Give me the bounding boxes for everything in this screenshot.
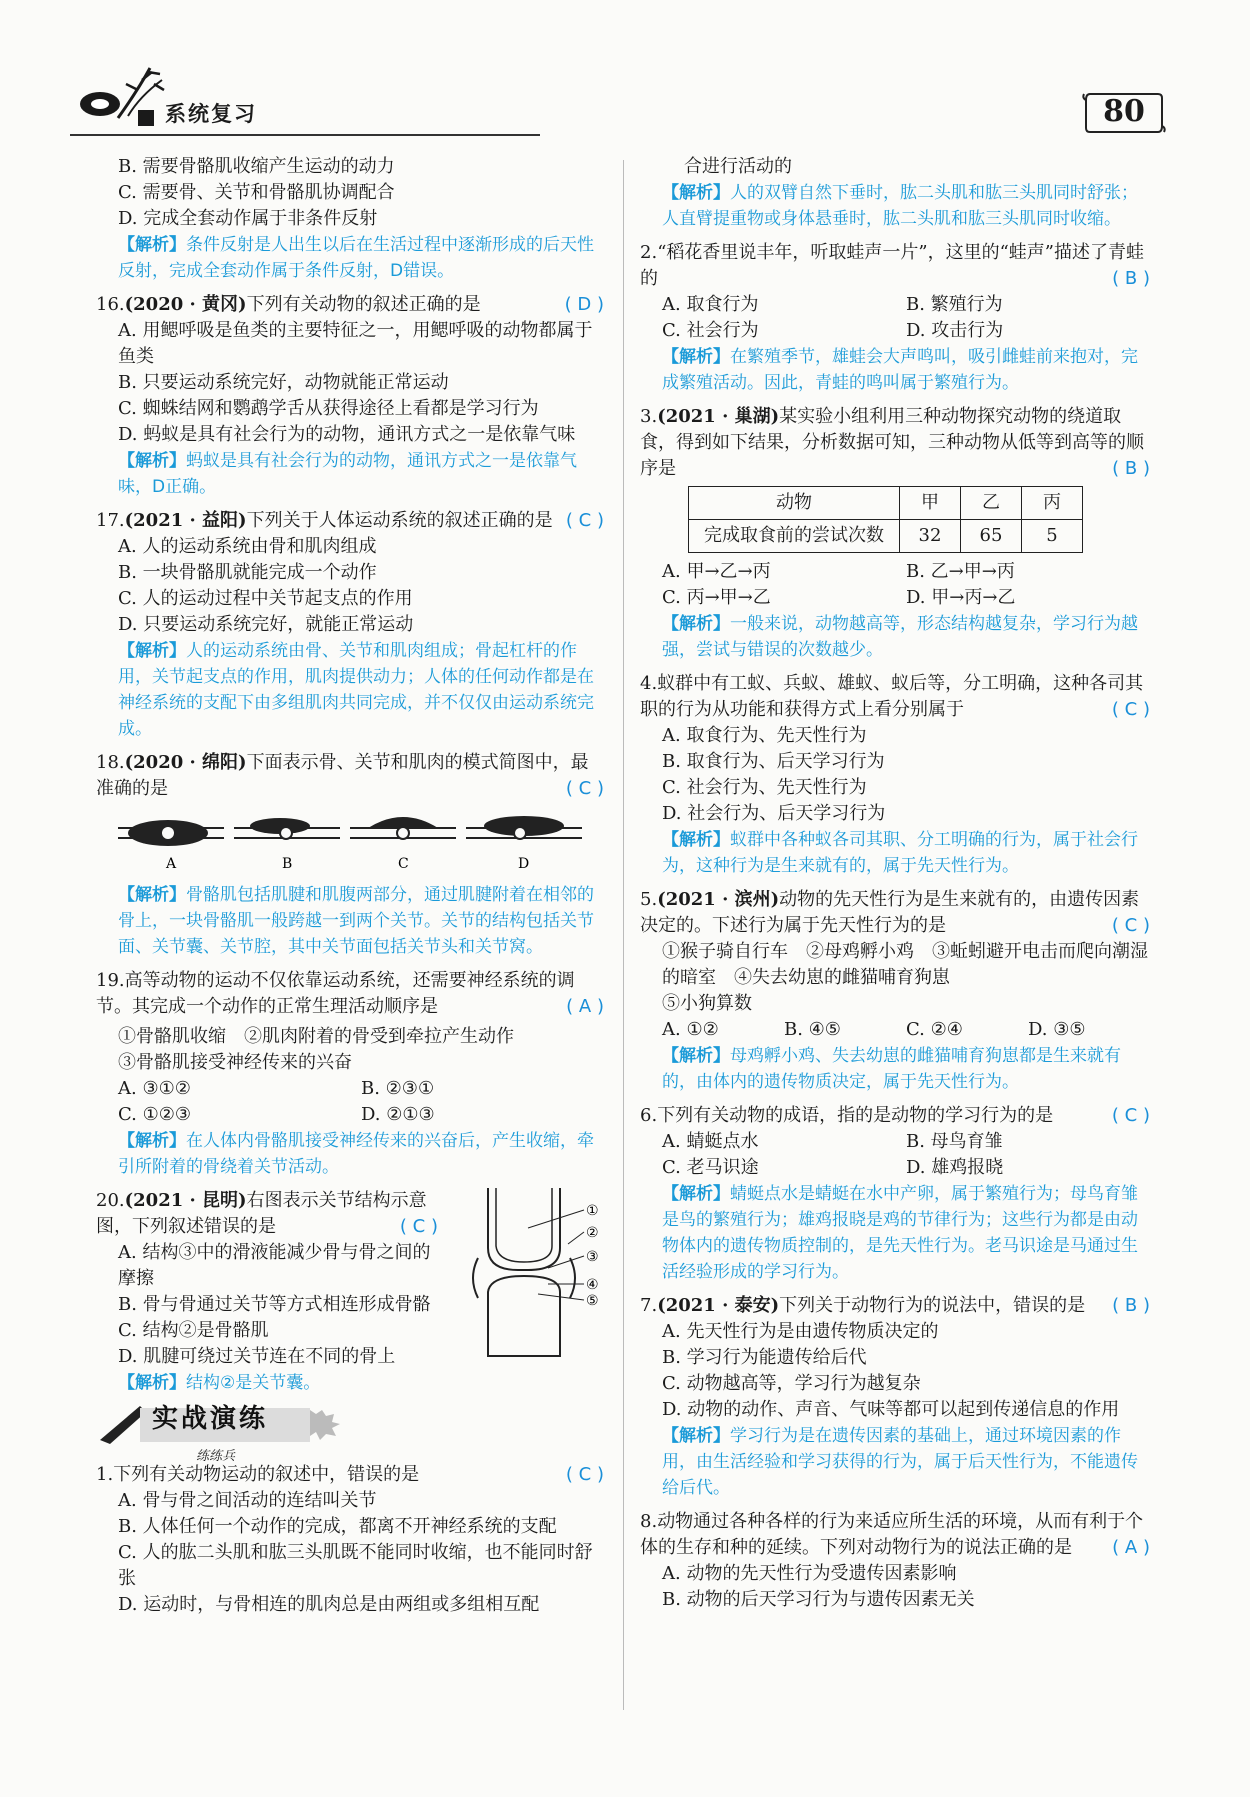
option: C. 社会行为、先天性行为 <box>662 777 867 798</box>
table-cell: 5 <box>1022 520 1083 553</box>
option-row <box>662 1155 1150 1181</box>
figure-label: B <box>282 856 293 872</box>
figure-label: C <box>398 856 409 872</box>
figure-label: A <box>166 856 177 872</box>
option-continued: 合进行活动的 <box>684 156 792 177</box>
table-row <box>689 520 1083 553</box>
option: A. 人的运动系统由骨和肌肉组成 <box>118 536 377 557</box>
figure-label: ④ <box>586 1277 599 1293</box>
option: C. 老马识途 <box>662 1157 759 1178</box>
option: A. 甲→乙→丙 <box>662 561 771 582</box>
practice-question-3 <box>640 404 1150 663</box>
statement-item: ①骨骼肌收缩 ②肌肉附着的骨受到牵拉产生动作 <box>118 1026 514 1047</box>
option: A. 动物的先天性行为受遗传因素影响 <box>662 1563 957 1584</box>
explanation: 【解析】蜻蜓点水是蜻蜓在水中产卵，属于繁殖行为；母鸟育雏是鸟的繁殖行为；雄鸡报晓是鸡的节律行为；这些行为都是由动物体内的遗传物质控制的，是先天性行为。老马识途是马通过生活经验形成的学习行为。 <box>662 1184 1138 1282</box>
answer-badge: ( B ) <box>1112 458 1150 479</box>
option: D. 甲→丙→乙 <box>906 587 1016 608</box>
table-cell: 动物 <box>689 487 900 520</box>
option: D. 动物的动作、声音、气味等都可以起到传递信息的作用 <box>662 1399 1120 1420</box>
option: A. 先天性行为是由遗传物质决定的 <box>662 1321 939 1342</box>
explanation: 【解析】学习行为是在遗传因素的基础上，通过环境因素的作用，由生活经验和学习获得的行为，属于后天性行为，不能遗传给后代。 <box>662 1426 1138 1498</box>
option-row <box>118 1102 604 1128</box>
option: D. 肌腱可绕过关节连在不同的骨上 <box>118 1346 396 1367</box>
question-16 <box>96 292 604 500</box>
figure-label: D <box>518 856 530 872</box>
header-rule <box>70 134 540 136</box>
question-stem: 17.(2021 · 益阳)下列关于人体运动系统的叙述正确的是 ( C ) <box>96 508 604 534</box>
question-15-continued <box>118 154 604 284</box>
option: B. 乙→甲→丙 <box>906 561 1015 582</box>
option: A. ③①② <box>118 1078 191 1099</box>
page-header <box>0 0 1250 140</box>
option: A. 用鳃呼吸是鱼类的主要特征之一，用鳃呼吸的动物都属于鱼类 <box>118 320 593 367</box>
question-stem: 1.下列有关动物运动的叙述中，错误的是 ( C ) <box>96 1462 604 1488</box>
practice-question-1-continued <box>662 154 1150 232</box>
option: B. ②③① <box>361 1078 435 1099</box>
option: D. 社会行为、后天学习行为 <box>662 803 886 824</box>
option: D. 完成全套动作属于非条件反射 <box>118 208 378 229</box>
question-stem: 20.(2021 · 昆明)右图表示关节结构示意图，下列叙述错误的是 ( C ) <box>96 1188 438 1240</box>
answer-badge: ( C ) <box>1111 699 1150 720</box>
header-title: 系统复习 <box>165 101 257 126</box>
option-row <box>118 1076 604 1102</box>
figure-option-c <box>350 817 456 839</box>
option: C. 结构②是骨骼肌 <box>118 1320 269 1341</box>
figure-label: ⑤ <box>586 1293 599 1309</box>
option: B. 骨与骨通过关节等方式相连形成骨骼 <box>118 1294 431 1315</box>
option: B. 繁殖行为 <box>906 294 1003 315</box>
option-row <box>662 585 1150 611</box>
answer-badge: ( A ) <box>566 996 604 1017</box>
option: D. 只要运动系统完好，就能正常运动 <box>118 614 414 635</box>
option: C. 人的肱二头肌和肱三头肌既不能同时收缩，也不能同时舒张 <box>118 1542 593 1589</box>
explanation: 【解析】在繁殖季节，雄蛙会大声鸣叫，吸引雌蛙前来抱对，完成繁殖活动。因此，青蛙的鸣叫属于繁殖行为。 <box>662 347 1138 393</box>
option: B. 一块骨骼肌就能完成一个动作 <box>118 562 377 583</box>
answer-badge: ( B ) <box>1112 1295 1150 1316</box>
answer-badge: ( C ) <box>1111 915 1150 936</box>
answer-badge: ( B ) <box>1112 268 1150 289</box>
question-stem: 2.“稻花香里说丰年，听取蛙声一片”，这里的“蛙声”描述了青蛙的 ( B ) <box>640 240 1150 292</box>
practice-question-5 <box>640 887 1150 1095</box>
option: A. 蜻蜓点水 <box>662 1131 759 1152</box>
table-cell: 32 <box>900 520 961 553</box>
option: C. ①②③ <box>118 1104 191 1125</box>
option-row <box>662 292 1150 318</box>
explanation: 【解析】在人体内骨骼肌接受神经传来的兴奋后，产生收缩，牵引所附着的骨绕着关节活动。 <box>118 1131 594 1177</box>
explanation: 【解析】母鸡孵小鸡、失去幼崽的雌猫哺育狗崽都是生来就有的，由体内的遗传物质决定，属于先天性行为。 <box>662 1046 1121 1092</box>
option: B. ④⑤ <box>784 1019 841 1040</box>
option: B. 需要骨骼肌收缩产生运动的动力 <box>118 156 395 177</box>
option: C. 丙→甲→乙 <box>662 587 771 608</box>
statement-item: ③骨骼肌接受神经传来的兴奋 <box>118 1052 352 1073</box>
right-column <box>640 154 1150 1613</box>
option: D. ②①③ <box>361 1104 435 1125</box>
figure-label: ② <box>586 1225 599 1241</box>
practice-question-1 <box>96 1462 604 1618</box>
option: D. ③⑤ <box>1028 1019 1086 1040</box>
bamboo-logo-icon <box>78 60 168 130</box>
question-stem: 7.(2021 · 泰安)下列关于动物行为的说法中，错误的是 ( B ) <box>640 1293 1150 1319</box>
question-stem: 18.(2020 · 绵阳)下面表示骨、关节和肌肉的模式简图中，最准确的是 ( C ) <box>96 750 604 802</box>
question-stem: 6.下列有关动物的成语，指的是动物的学习行为的是 ( C ) <box>640 1103 1150 1129</box>
question-stem: 16.(2020 · 黄冈)下列有关动物的叙述正确的是 ( D ) <box>96 292 604 318</box>
answer-badge: ( A ) <box>1112 1537 1150 1558</box>
option: B. 学习行为能遗传给后代 <box>662 1347 867 1368</box>
question-17 <box>96 508 604 742</box>
option: D. 运动时，与骨相连的肌肉总是由两组或多组相互配 <box>118 1594 540 1615</box>
answer-badge: ( C ) <box>565 778 604 799</box>
option: B. 只要运动系统完好，动物就能正常运动 <box>118 372 449 393</box>
table-cell: 甲 <box>900 487 961 520</box>
question-20 <box>96 1188 604 1396</box>
question-stem: 8.动物通过各种各样的行为来适应所生活的环境，从而有利于个体的生存和种的延续。下列对动物行为的说法正确的是 ( A ) <box>640 1509 1150 1561</box>
option: C. 需要骨、关节和骨骼肌协调配合 <box>118 182 395 203</box>
option: B. 母鸟育雏 <box>906 1131 1003 1152</box>
explanation: 【解析】蚁群中各种蚁各司其职、分工明确的行为，属于社会行为，这种行为是生来就有的，属于先天性行为。 <box>662 830 1138 876</box>
practice-question-8 <box>640 1509 1150 1613</box>
option-row <box>662 318 1150 344</box>
explanation: 【解析】条件反射是人出生以后在生活过程中逐渐形成的后天性反射，完成全套动作属于条件反射，D错误。 <box>118 235 594 281</box>
explanation: 【解析】人的运动系统由骨、关节和肌肉组成；骨起杠杆的作用，关节起支点的作用，肌肉提供动力；人体的任何动作都是在神经系统的支配下由多组肌肉共同完成，并不仅仅由运动系统完成。 <box>118 641 594 739</box>
explanation: 【解析】骨骼肌包括肌腱和肌腹两部分，通过肌腱附着在相邻的骨上，一块骨骼肌一般跨越一到两个关节。关节的结构包括关节面、关节囊、关节腔，其中关节面包括关节头和关节窝。 <box>118 885 594 957</box>
option: B. 取食行为、后天学习行为 <box>662 751 885 772</box>
option: A. 骨与骨之间活动的连结叫关节 <box>118 1490 377 1511</box>
joint-structure-figure <box>468 1188 608 1358</box>
question-stem: 5.(2021 · 滨州)动物的先天性行为是生来就有的，由遗传因素决定的。下述行为属于先天性行为的是 ( C ) <box>640 887 1150 939</box>
answer-badge: ( C ) <box>1111 1105 1150 1126</box>
figure-option-d <box>466 816 582 839</box>
option-row <box>662 1017 1150 1043</box>
banner-title: 实战演练 <box>152 1404 269 1434</box>
table-row <box>689 487 1083 520</box>
option: C. ②④ <box>906 1019 963 1040</box>
practice-question-2 <box>640 240 1150 396</box>
option: D. 蚂蚁是具有社会行为的动物，通讯方式之一是依靠气味 <box>118 424 576 445</box>
option-row <box>662 559 1150 585</box>
table-cell: 65 <box>961 520 1022 553</box>
left-column <box>96 154 604 1618</box>
statement-item: ⑤小狗算数 <box>662 993 752 1014</box>
banner-subtitle: 练练兵 <box>196 1449 236 1464</box>
option: C. 蜘蛛结网和鹦鹉学舌从获得途径上看都是学习行为 <box>118 398 539 419</box>
option: A. 取食行为 <box>662 294 759 315</box>
answer-badge: ( C ) <box>399 1216 438 1237</box>
question-18 <box>96 750 604 960</box>
option: A. ①② <box>662 1019 719 1040</box>
column-divider <box>623 160 624 1710</box>
question-stem: 4.蚁群中有工蚁、兵蚁、雄蚁、蚁后等，分工明确，这种各司其职的行为从功能和获得方式上看分别属于 ( C ) <box>640 671 1150 723</box>
practice-question-4 <box>640 671 1150 879</box>
question-stem: 3.(2021 · 巢湖)某实验小组利用三种动物探究动物的绕道取食，得到如下结果，分析数据可知，三种动物从低等到高等的顺序是 ( B ) <box>640 404 1150 482</box>
option: B. 人体任何一个动作的完成，都离不开神经系统的支配 <box>118 1516 557 1537</box>
figure-label: ① <box>586 1203 599 1219</box>
statement-item: ①猴子骑自行车 ②母鸡孵小鸡 ③蚯蚓避开电击而爬向潮湿的暗室 ④失去幼崽的雌猫哺育狗崽 <box>662 941 1148 988</box>
data-table <box>688 486 1083 553</box>
muscle-joint-figure <box>118 802 588 874</box>
option: B. 动物的后天学习行为与遗传因素无关 <box>662 1589 975 1610</box>
figure-label: ③ <box>586 1249 599 1265</box>
option: A. 取食行为、先天性行为 <box>662 725 867 746</box>
table-cell: 丙 <box>1022 487 1083 520</box>
figure-option-a <box>118 820 224 846</box>
option: A. 结构③中的滑液能减少骨与骨之间的摩擦 <box>118 1242 431 1289</box>
page-number: 80 <box>1103 94 1145 129</box>
explanation: 【解析】结构②是关节囊。 <box>118 1373 321 1393</box>
explanation: 【解析】蚂蚁是具有社会行为的动物，通讯方式之一是依靠气味，D正确。 <box>118 451 577 497</box>
option-row <box>662 1129 1150 1155</box>
explanation: 【解析】一般来说，动物越高等，形态结构越复杂，学习行为越强，尝试与错误的次数越少。 <box>662 614 1138 660</box>
table-cell: 完成取食前的尝试次数 <box>689 520 900 553</box>
answer-badge: ( C ) <box>565 1464 604 1485</box>
table-cell: 乙 <box>961 487 1022 520</box>
option: C. 动物越高等，学习行为越复杂 <box>662 1373 921 1394</box>
answer-badge: ( C ) <box>565 510 604 531</box>
explanation: 【解析】人的双臂自然下垂时，肱二头肌和肱三头肌同时舒张；人直臂提重物或身体悬垂时，肱二头肌和肱三头肌同时收缩。 <box>662 183 1138 229</box>
figure-option-b <box>234 818 340 839</box>
practice-question-6 <box>640 1103 1150 1285</box>
answer-badge: ( D ) <box>564 294 604 315</box>
question-stem: 19.高等动物的运动不仅依靠运动系统，还需要神经系统的调节。其完成一个动作的正常生理活动顺序是 ( A ) <box>96 968 604 1020</box>
practice-banner <box>118 1400 604 1462</box>
question-19 <box>96 968 604 1180</box>
option: C. 人的运动过程中关节起支点的作用 <box>118 588 413 609</box>
option: C. 社会行为 <box>662 320 759 341</box>
option: D. 攻击行为 <box>906 320 1004 341</box>
practice-question-7 <box>640 1293 1150 1501</box>
option: D. 雄鸡报晓 <box>906 1157 1004 1178</box>
